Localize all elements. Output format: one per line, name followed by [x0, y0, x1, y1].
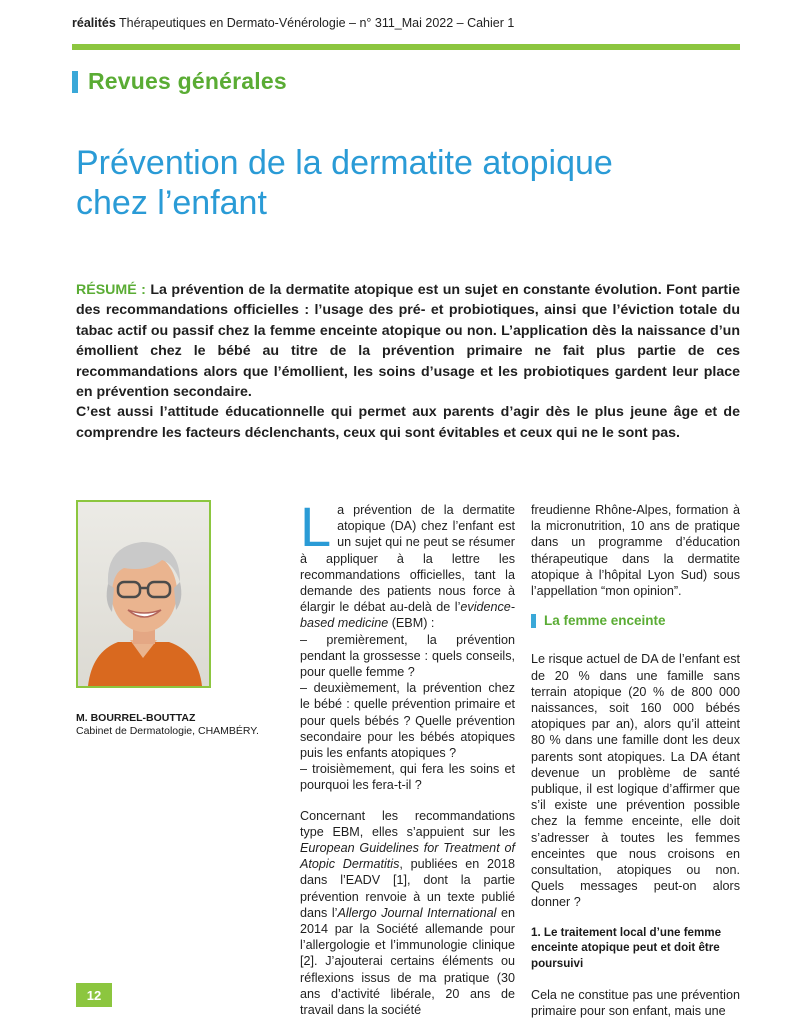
- body-column-2: [531, 502, 740, 1034]
- title-line-1: Prévention de la dermatite atopique: [76, 144, 613, 182]
- section-heading: [72, 68, 287, 95]
- body-column-1: [300, 495, 515, 1032]
- summary-block: [76, 280, 740, 443]
- list-item-1: – premièrement, la prévention pendant la grossesse : quels conseils, pour quelle femme ?: [300, 632, 515, 680]
- summary-label: RÉSUMÉ :: [76, 282, 151, 298]
- treatment-paragraph: Cela ne constitue pas une prévention primaire pour son enfant, mais une: [531, 988, 740, 1019]
- running-header: [72, 16, 514, 30]
- subheading-marker: [531, 614, 536, 628]
- summary-paragraph-1: La prévention de la dermatite atopique est un sujet en constante évolution. Font partie des recommandations officielles : l’usage des pré- et probiotiques, ainsi que l’éviction totale du tabac actif ou passif chez la femme enceinte atopique ou non. L’application dès la naissance d’un émollient chez le bébé au titre de la prévention primaire ne fait plus partie de ces recommandations alors que l’émollient, les soins d’usage et les probiotiques gardent leur place en prévention secondaire.: [76, 282, 740, 401]
- list-item-2: – deuxièmement, la prévention chez le bébé : quelle prévention primaire et pour quels bébés ? Quelle prévention secondaire pour les bébés atopiques puis les enfants atopiques ?: [300, 681, 515, 761]
- journal-issue: Thérapeutiques en Dermato-Vénérologie – n° 311_Mai 2022 – Cahier 1: [115, 16, 515, 30]
- ebm-term: evidence-based medicine: [300, 600, 515, 631]
- journal-brand: réalités: [72, 16, 116, 30]
- subheading-label: La femme enceinte: [544, 613, 666, 629]
- author-portrait-image: [78, 502, 209, 686]
- recommendations-paragraph: Concernant les recommandations type EBM, elles s’appuient sur les European Guidelines for Treatment of Atopic Dermatitis, publiées en 2018 dans l’EADV [1], dont la partie prévention renvoie à un texte publié dans l’Allergo Journal International en 2014 par la Société allemande pour l’allergologie et l’immunologie clinique [2]. J’ajouterai certains éléments ou réflexions issus de ma pratique (30 ans d’activité libérale, 20 ans de travail dans la société: [300, 808, 515, 1018]
- section-marker: [72, 71, 78, 93]
- risk-paragraph: Le risque actuel de DA de l’enfant est de 20 % dans une famille sans terrain atopique (20 % de 800 000 naissances, soit 160 000 bébés atopiques par an), alors qu’il atteint 80 % dans une famille dont les deux parents sont atopiques. La DA étant devenue un problème de santé publique, il est logique d’affirmer que s’il existe une prévention possible chez la femme enceinte, elle doit s’adresser à toutes les femmes enceintes que nous croisons en consultation, atopiques ou non. Quels messages peut-on alors donner ?: [531, 652, 740, 910]
- journal-title: Allergo Journal International: [337, 905, 497, 920]
- list-item-3: – troisièmement, qui fera les soins et pourquoi les fera-t-il ?: [300, 762, 515, 793]
- sub-subheading: 1. Le traitement local d’une femme enceinte atopique peut et doit être poursuivi: [531, 925, 722, 970]
- title-line-2: chez l’enfant: [76, 184, 267, 222]
- summary-paragraph-2: C’est aussi l’attitude éducationnelle qui permet aux parents d’agir dès le plus jeune âge et de comprendre les facteurs déclenchants, ceux qui sont évitables et ceux qui ne le sont pas.: [76, 404, 740, 441]
- author-name: M. BOURREL-BOUTTAZ: [76, 712, 196, 724]
- header-rule: [72, 44, 740, 50]
- intro-paragraph: La prévention de la dermatite atopique (DA) chez l’enfant est un sujet qui ne peut se résumer à appliquer à la lettre les recommandations officielles, tant la demande des patients nous force à élargir le débat au-delà de l’evidence-based medicine (EBM) : – premièrement, la prévention pendant la grossesse : quels conseils, pour quelle femme ? – deuxièmement, la prévention chez le bébé : quelle prévention primaire et pour quels bébés ? Quelle prévention secondaire pour les bébés atopiques puis les enfants atopiques ? – troisièmement, qui fera les soins et pourquoi les fera-t-il ?: [300, 495, 515, 793]
- author-affiliation: Cabinet de Dermatologie, CHAMBÉRY.: [76, 725, 259, 737]
- article-title: [76, 143, 736, 223]
- subheading-pregnant-woman: [531, 613, 740, 629]
- drop-cap: L: [300, 495, 332, 558]
- author-photo: [76, 500, 211, 688]
- guidelines-title: European Guidelines for Treatment of Atopic Dermatitis: [300, 841, 515, 872]
- practice-paragraph: freudienne Rhône-Alpes, formation à la micronutrition, 10 ans de pratique dans un programme d’éducation thérapeutique dans la dermatite atopique à l’hôpital Lyon Sud) sous l’appellation “mon opinion”.: [531, 503, 740, 599]
- section-label: Revues générales: [88, 68, 287, 94]
- page-number: 12: [76, 983, 112, 1007]
